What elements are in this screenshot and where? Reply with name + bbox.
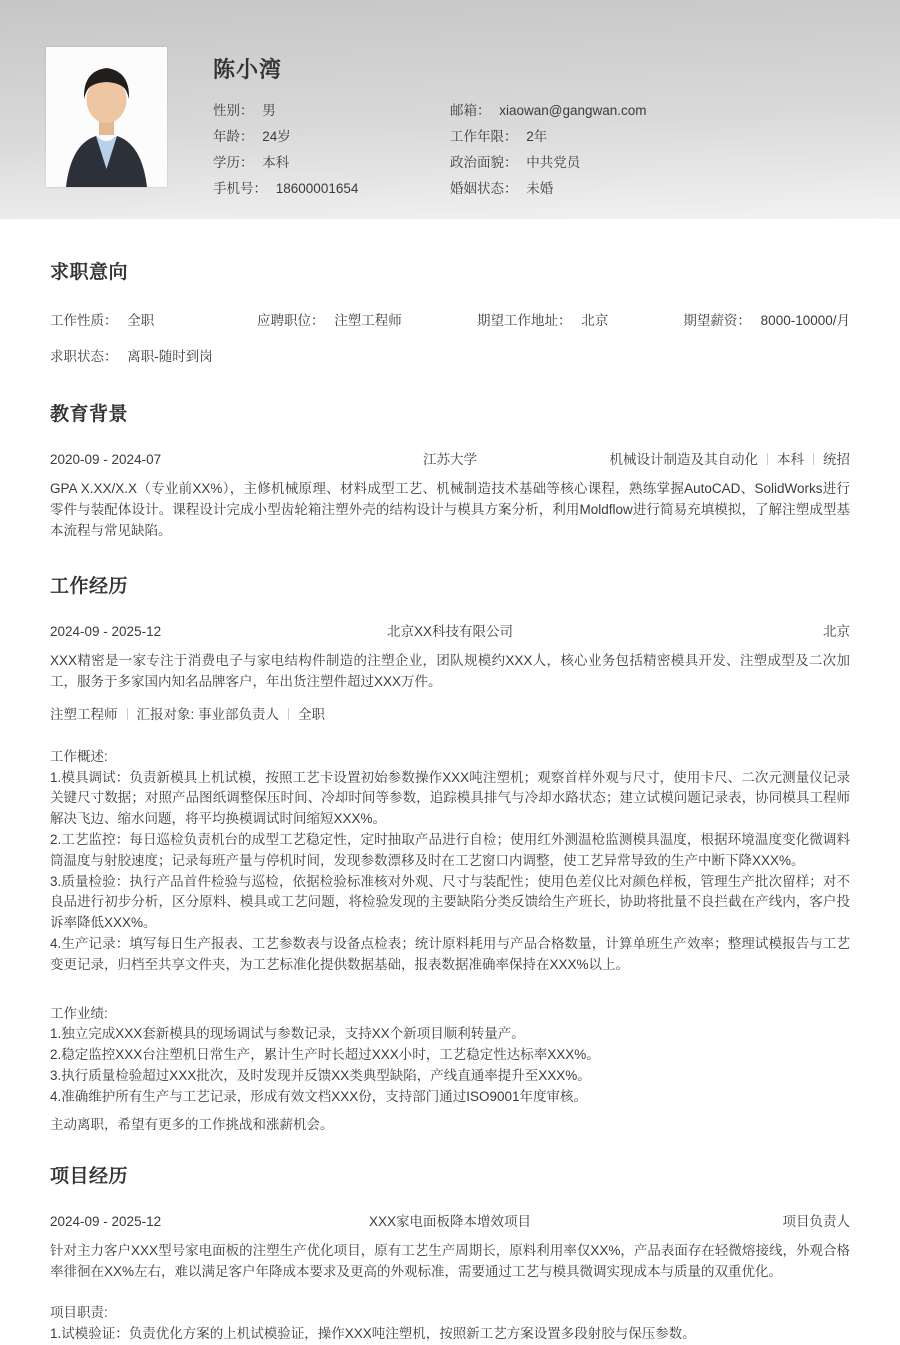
education-detail [610, 448, 851, 468]
work-job-type: 全职 [298, 707, 326, 722]
intention-field [257, 309, 477, 329]
field-value: 8000-10000/月 [760, 313, 850, 328]
education-admission: 统招 [823, 452, 850, 467]
work-achievement-item: 2.稳定监控XXX台注塑机日常生产，累计生产时长超过XXX小时，工艺稳定性达标率XXX%。 [50, 1047, 600, 1063]
resume-header [0, 0, 900, 219]
info-value: 中共党员 [526, 155, 581, 170]
candidate-name: 陈小湾 [213, 57, 283, 82]
company-intro: XXX精密是一家专注于消费电子与家电结构件制造的注塑企业，团队规模约XXX人，核心业务包括精密模具开发、注塑成型及二次加工，服务于多家国内知名品牌客户，年出货注塑件超过XXX万件。 [50, 653, 850, 689]
field-value: 北京 [581, 313, 609, 328]
info-label: 邮箱： [450, 103, 491, 118]
project-role: 项目负责人 [782, 1214, 850, 1230]
field-label: 期望工作地址： [477, 313, 572, 328]
intention-field [50, 345, 257, 365]
field-label: 工作性质： [50, 313, 118, 328]
info-label: 性别： [213, 103, 254, 118]
info-label: 学历： [213, 155, 254, 170]
work-achievement-item: 4.准确维护所有生产与工艺记录，形成有效文档XXX份，支持部门通过ISO9001年度审核。 [50, 1088, 588, 1104]
field-value: 注塑工程师 [334, 313, 402, 328]
intention-field [683, 309, 850, 329]
info-row [213, 150, 450, 176]
info-label: 手机号： [213, 181, 267, 196]
info-row [213, 98, 450, 124]
intention-field [50, 309, 257, 329]
info-label: 工作年限： [450, 129, 518, 144]
job-intention-row-1 [50, 309, 850, 329]
work-achievement-label: 工作业绩: [50, 1005, 108, 1021]
section-title-work: 工作经历 [50, 576, 129, 597]
work-overview-item: 4.生产记录：填写每日生产报表、工艺参数表与设备点检表；统计原料耗用与产品合格数量，计算单班生产效率；整理试模报告与工艺变更记录，归档至共享文件夹，为工艺标准化提供数据基础，报表数据准确率保持在XXX%以上。 [50, 935, 850, 972]
info-value: 未婚 [526, 181, 554, 196]
work-location: 北京 [823, 624, 850, 639]
section-title-education: 教育背景 [50, 404, 129, 425]
separator-bar [127, 708, 128, 720]
info-label: 年龄： [213, 129, 254, 144]
project-meta-row [50, 1210, 850, 1230]
work-overview-item: 1.模具调试：负责新模具上机试模，按照工艺卡设置初始参数操作XXX吨注塑机；观察首样外观与尺寸，使用卡尺、二次元测量仪记录关键尺寸数据；对照产品图纸调整保压时间、冷却时间等参数，追踪模具排气与冷却水路状态；建立试模问题记录表，协同模具工程师解决飞边、缩水问题，将平均换模调试时间缩短XXX%。 [50, 769, 850, 827]
education-period: 2020-09 - 2024-07 [50, 452, 162, 467]
work-overview-list [50, 768, 850, 976]
field-value: 离职-随时到岗 [127, 349, 213, 364]
work-achievement-item: 1.独立完成XXX套新模具的现场调试与参数记录，支持XX个新项目顺利转量产。 [50, 1026, 525, 1042]
work-overview-item: 3.质量检验：执行产品首件检验与巡检，依据检验标准核对外观、尺寸与装配性；使用色差仪比对颜色样板，管理生产批次留样；对不良品进行初步分析，区分原料、模具或工艺问题，将检验发现的主要缺陷分类反馈给生产班长，协助将批量不良拦截在产线内，客户投诉率降低XXX%。 [50, 873, 850, 931]
education-school: 江苏大学 [423, 452, 477, 467]
work-role: 注塑工程师 [50, 707, 118, 722]
info-row [213, 176, 450, 202]
education-meta-row [50, 448, 850, 468]
portrait-photo [46, 47, 167, 187]
separator-bar [767, 453, 768, 465]
info-row [450, 176, 850, 202]
work-overview-item: 2.工艺监控：每日巡检负责机台的成型工艺稳定性，定时抽取产品进行自检；使用红外测温枪监测模具温度，根据环境温度变化微调料筒温度与射胶速度；记录每班产量与停机时间，发现参数漂移及时在工艺窗口内调整，使工艺异常导致的生产中断下降XXX%。 [50, 831, 850, 868]
field-label: 求职状态： [50, 349, 118, 364]
info-row [213, 124, 450, 150]
work-company: 北京XX科技有限公司 [386, 624, 514, 639]
work-achievement-item: 3.执行质量检验超过XXX批次，及时发现并反馈XX类典型缺陷，产线直通率提升至XXX%。 [50, 1067, 591, 1083]
field-label: 应聘职位： [257, 313, 325, 328]
info-row [450, 98, 850, 124]
work-meta-row [50, 620, 850, 640]
field-value: 全职 [127, 313, 155, 328]
info-value: 24岁 [262, 129, 291, 144]
project-duty-item: 1.试模验证：负责优化方案的上机试模验证，操作XXX吨注塑机，按照新工艺方案设置多段射胶与保压参数。 [50, 1326, 696, 1342]
info-value: 本科 [262, 155, 290, 170]
info-value: xiaowan@gangwan.com [499, 103, 647, 118]
job-intention-row-2 [50, 345, 850, 365]
personal-info [213, 98, 850, 202]
info-label: 政治面貌： [450, 155, 518, 170]
project-period: 2024-09 - 2025-12 [50, 1214, 162, 1230]
education-major: 机械设计制造及其自动化 [609, 452, 758, 467]
info-value: 男 [262, 103, 276, 118]
education-description: GPA X.XX/X.X（专业前XX%），主修机械原理、材料成型工艺、机械制造技术基础等核心课程，熟练掌握AutoCAD、SolidWorks进行零件与装配体设计。课程设计完成小型齿轮箱注塑外壳的结构设计与模具方案分析，利用Moldflow进行简易充填模拟，了解注塑成型基本流程与常见缺陷。 [50, 481, 850, 538]
field-label: 期望薪资： [683, 313, 751, 328]
separator-bar [813, 453, 814, 465]
info-row [450, 124, 850, 150]
project-description: 针对主力客户XXX型号家电面板的注塑生产优化项目，原有工艺生产周期长，原料利用率仅XX%，产品表面存在轻微熔接线，外观合格率徘徊在XX%左右，难以满足客户年降成本要求及更高的外观标准，需要通过工艺与模具微调实现成本与质量的双重优化。 [50, 1243, 850, 1280]
section-title-project: 项目经历 [50, 1166, 129, 1188]
portrait-photo-graphic [46, 47, 167, 187]
info-value: 2年 [526, 129, 548, 144]
intention-field [477, 309, 683, 329]
project-duty-label: 项目职责: [50, 1305, 108, 1321]
education-degree: 本科 [777, 452, 804, 467]
project-duty-list [50, 1324, 850, 1345]
header-info [213, 47, 850, 219]
personal-info-right [450, 98, 850, 202]
separator-bar [288, 708, 289, 720]
leave-reason: 主动离职，希望有更多的工作挑战和涨薪机会。 [50, 1116, 334, 1132]
info-label: 婚姻状态： [450, 181, 518, 196]
work-role-line [50, 705, 850, 726]
info-value: 18600001654 [275, 181, 359, 196]
personal-info-left [213, 98, 450, 202]
work-overview-label: 工作概述: [50, 748, 108, 764]
resume-body [0, 219, 900, 1345]
project-name: XXX家电面板降本增效项目 [368, 1214, 532, 1230]
work-achievement-list [50, 1024, 850, 1107]
section-title-job-intention: 求职意向 [50, 262, 129, 283]
work-report-to: 汇报对象: 事业部负责人 [136, 707, 280, 722]
work-period: 2024-09 - 2025-12 [50, 624, 162, 639]
info-row [450, 150, 850, 176]
